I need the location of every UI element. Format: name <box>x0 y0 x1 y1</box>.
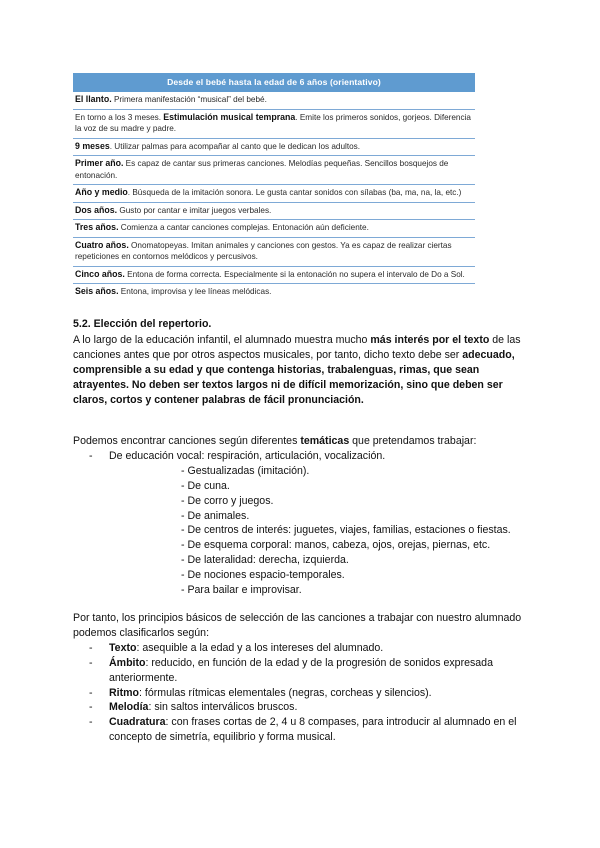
list-item: - Gestualizadas (imitación). <box>181 464 310 477</box>
list-item: - Melodía: sin saltos interválicos bruscos. <box>73 700 528 715</box>
section-title: 5.2. Elección del repertorio. <box>73 318 212 330</box>
criteria-intro: Por tanto, los principios básicos de selección de las canciones a trabajar con nuestro alumnado podemos clasificarlos según: <box>73 612 522 639</box>
table-row: Cinco años. Entona de forma correcta. Especialmente si la entonación no supera el intervalo de Do a Sol. <box>73 266 475 284</box>
paragraph-themes: Podemos encontrar canciones según diferentes temáticas que pretendamos trabajar: - De educación vocal: respiración, articulación, vocalización. - Gestualizadas (imitación). - De cuna. - De corro y juegos. - De animales. - De centros de interés: juguetes, viajes, familias, estaciones o fiestas. - De esquema corporal: manos, cabeza, ojos, orejas, piernas, etc. - De lateralidad: derecha, izquierda. - De nociones espacio-temporales. - Para bailar e improvisar. <box>73 434 528 598</box>
paragraph-repertoire: A lo largo de la educación infantil, el alumnado muestra mucho más interés por el texto de las canciones antes que por otros aspectos musicales, por tanto, dicho texto debe ser adecuado, comprensible a su edad y que contenga historias, trabalenguas, rimas, que sean atrayentes. No deben ser textos largos ni de difícil memorización, sino que deben ser claros, cortos y contener palabras de fácil pronunciación. <box>73 334 521 406</box>
list-item: - Ámbito: reducido, en función de la edad y de la progresión de sonidos expresada anteriormente. <box>73 656 528 686</box>
list-item: - De esquema corporal: manos, cabeza, ojos, orejas, piernas, etc. <box>181 539 491 552</box>
list-item: - Ritmo: fórmulas rítmicas elementales (negras, corcheas y silencios). <box>73 686 528 701</box>
criteria-list <box>73 641 528 745</box>
table-row: 9 meses. Utilizar palmas para acompañar al canto que le dedican los adultos. <box>73 138 475 156</box>
paragraph-criteria <box>73 611 528 745</box>
table-header: Desde el bebé hasta la edad de 6 años (orientativo) <box>73 73 475 92</box>
list-item: - Para bailar e improvisar. <box>181 584 302 597</box>
theme-list <box>73 449 528 464</box>
list-item: - De nociones espacio-temporales. <box>181 569 345 582</box>
development-table <box>73 73 475 301</box>
table-row: El llanto. Primera manifestación “musical” del bebé. <box>73 92 475 109</box>
list-item: - Cuadratura: con frases cortas de 2, 4 u 8 compases, para introducir al alumnado en el concepto de simetría, equilibrio y forma musical. <box>73 715 528 745</box>
list-item: - De cuna. <box>181 479 230 492</box>
list-item: - De lateralidad: derecha, izquierda. <box>181 554 349 567</box>
list-item: - Texto: asequible a la edad y a los intereses del alumnado. <box>73 641 528 656</box>
list-item: - De corro y juegos. <box>181 494 274 507</box>
table-row: Dos años. Gusto por cantar e imitar juegos verbales. <box>73 202 475 220</box>
list-item: - De animales. <box>181 509 250 522</box>
table-row: Cuatro años. Onomatopeyas. Imitan animales y canciones con gestos. Ya es capaz de realizar ciertas repeticiones en contornos melódicos y percusivos. <box>73 237 475 266</box>
table-row: Primer año. Es capaz de cantar sus primeras canciones. Melodías pequeñas. Sencillos bosquejos de entonación. <box>73 156 475 185</box>
table-row: Tres años. Comienza a cantar canciones complejas. Entonación aún deficiente. <box>73 220 475 238</box>
list-item: - De educación vocal: respiración, articulación, vocalización. <box>73 449 528 464</box>
table-row: Seis años. Entona, improvisa y lee líneas melódicas. <box>75 286 272 296</box>
song-type-list <box>73 464 528 598</box>
table-row: Año y medio. Búsqueda de la imitación sonora. Le gusta cantar sonidos con sílabas (ba, ma, na, la, etc.) <box>73 185 475 203</box>
table-row: En torno a los 3 meses. Estimulación musical temprana. Emite los primeros sonidos, gorjeos. Diferencia la voz de su madre y padre. <box>73 109 475 138</box>
list-item: - De centros de interés: juguetes, viajes, familias, estaciones o fiestas. <box>181 524 511 537</box>
